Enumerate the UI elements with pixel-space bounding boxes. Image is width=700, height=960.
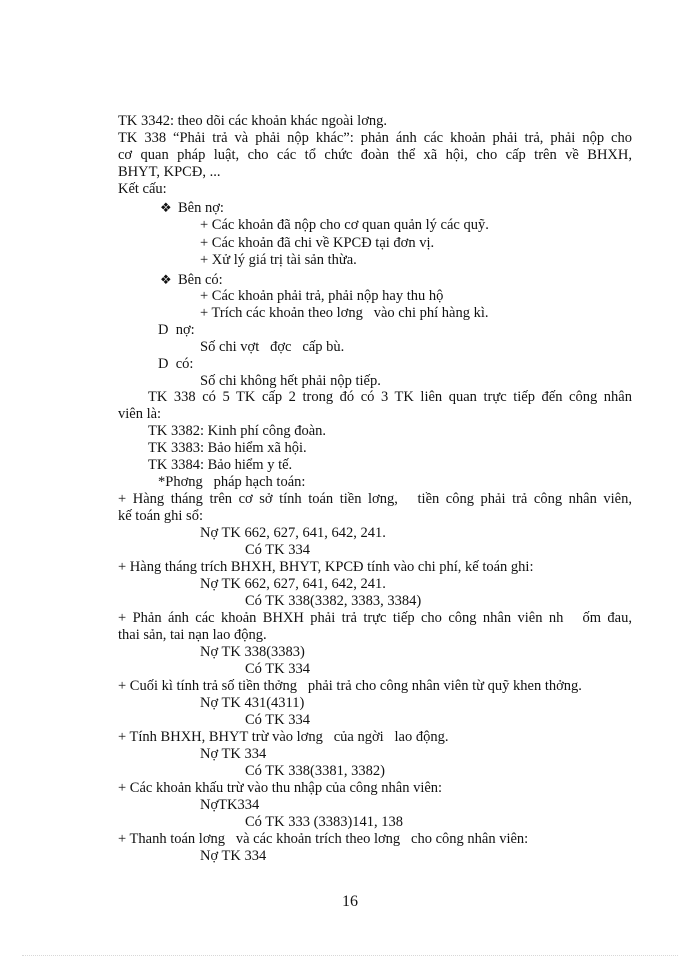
text-line: thai sản, tai nạn lao động. [118, 627, 267, 643]
text-line: viên là: [118, 406, 162, 422]
text-line: + Các khoản khấu trừ vào thu nhập của công nhân viên: [118, 780, 443, 796]
text-line: kế toán ghi sổ: [118, 508, 203, 524]
text-line: Nợ TK 334 [200, 746, 267, 762]
page-bottom-divider [22, 955, 678, 956]
text-line: TK 3342: theo dõi các khoản khác ngoài lơng. [118, 113, 388, 129]
text-line: + Tính BHXH, BHYT trừ vào lơng của ngời lao động. [118, 729, 449, 745]
text-line: Nợ TK 662, 627, 641, 642, 241. [200, 525, 386, 541]
text-line: cơ quan pháp luật, cho các tổ chức đoàn thể xã hội, cho cấp trên về BHXH, [118, 147, 632, 163]
text-line: BHYT, KPCĐ, ... [118, 164, 221, 180]
text-line: Kết cấu: [118, 181, 167, 197]
text-line: TK 3383: Bảo hiểm xã hội. [148, 440, 307, 456]
text-line: Nợ TK 334 [200, 848, 267, 864]
diamond-bullet-icon: ❖ [160, 272, 172, 287]
text-line: Có TK 334 [245, 712, 310, 728]
text-line: Nợ TK 431(4311) [200, 695, 305, 711]
text-line: Nợ TK 338(3383) [200, 644, 305, 660]
text-line: Có TK 333 (3383)141, 138 [245, 814, 404, 830]
bullet-item [160, 199, 224, 217]
text-line: TK 338 có 5 TK cấp 2 trong đó có 3 TK liên quan trực tiếp đến công nhân [148, 389, 632, 405]
text-line: Có TK 334 [245, 542, 310, 558]
text-line: D nợ: [158, 322, 195, 338]
text-line: Nợ TK 662, 627, 641, 642, 241. [200, 576, 386, 592]
text-line: NợTK334 [200, 797, 260, 813]
text-line: TK 338 “Phải trả và phải nộp khác”: phản ánh các khoản phải trả, phải nộp cho [118, 130, 632, 146]
text-line: + Các khoản phải trả, phải nộp hay thu hộ [200, 288, 444, 304]
text-line: + Hàng tháng trích BHXH, BHYT, KPCĐ tính vào chi phí, kế toán ghi: [118, 559, 534, 575]
diamond-bullet-icon: ❖ [160, 200, 172, 215]
text-line: + Các khoản đã nộp cho cơ quan quản lý các quỹ. [200, 217, 489, 233]
text-line: D có: [158, 356, 194, 372]
text-line: + Phản ánh các khoản BHXH phải trả trực tiếp cho công nhân viên nh ốm đau, [118, 610, 632, 626]
text-line: *Phơng pháp hạch toán: [158, 474, 306, 490]
text-line: Có TK 334 [245, 661, 310, 677]
text-line: TK 3384: Bảo hiểm y tế. [148, 457, 293, 473]
text-line: + Cuối kì tính trả số tiền thởng phải trả cho công nhân viên từ quỹ khen thởng. [118, 678, 582, 694]
text-line: + Thanh toán lơng và các khoản trích theo lơng cho công nhân viên: [118, 831, 529, 847]
text-line: Số chi không hết phải nộp tiếp. [200, 373, 381, 389]
text-line: Bên có: [178, 272, 223, 288]
text-line: Có TK 338(3381, 3382) [245, 763, 385, 779]
text-line: + Trích các khoản theo lơng vào chi phí hàng kì. [200, 305, 489, 321]
page-number: 16 [342, 893, 358, 910]
text-line: Số chi vợt đợc cấp bù. [200, 339, 345, 355]
text-line: + Các khoản đã chi về KPCĐ tại đơn vị. [200, 235, 435, 251]
text-line: TK 3382: Kinh phí công đoàn. [148, 423, 327, 439]
text-line: + Hàng tháng trên cơ sở tính toán tiền lơng, tiền công phải trả công nhân viên, [118, 491, 632, 507]
bullet-item [160, 271, 223, 289]
text-line: Có TK 338(3382, 3383, 3384) [245, 593, 422, 609]
text-line: + Xử lý giá trị tài sản thừa. [200, 252, 357, 268]
text-line: Bên nợ: [178, 200, 224, 216]
